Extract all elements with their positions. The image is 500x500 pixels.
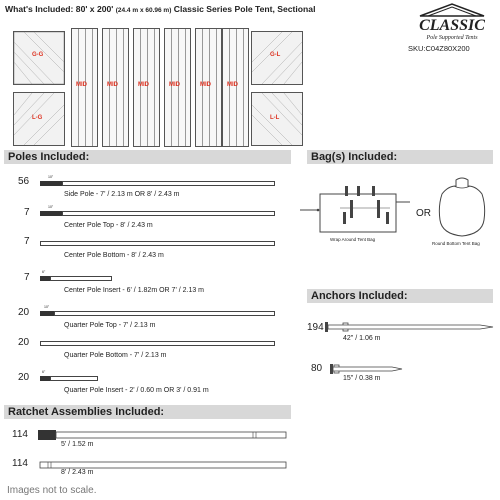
anchor-qty: 80 (311, 363, 323, 374)
anchor-label: 15" / 0.38 m (343, 375, 381, 382)
logo-sub: Pole Supported Tents (426, 35, 478, 41)
corner-panel-lg (13, 92, 65, 146)
pole-end-cap (40, 181, 62, 186)
corner-label: G-L (270, 52, 281, 58)
pole-label: Side Pole - 7' / 2.13 m OR 8' / 2.43 m (64, 191, 180, 198)
corner-panel-ll (251, 92, 303, 146)
mid-panel (164, 28, 191, 147)
ratchet-qty: 114 (12, 458, 28, 469)
pole-end-cap (40, 376, 50, 381)
bag-or-label: OR (416, 208, 431, 219)
pole-label: Center Pole Insert - 6' / 1.82m OR 7' / 2.13 m (64, 287, 205, 294)
pole-dim: 10" (48, 205, 54, 209)
pole-label: Quarter Pole Insert - 2' / 0.60 m OR 3' / 0.91 m (64, 387, 209, 394)
mid-panel (133, 28, 160, 147)
pole-qty: 20 (18, 307, 30, 318)
ratchet-label: 5' / 1.52 m (61, 441, 94, 448)
mid-label: MID (107, 82, 118, 88)
round-bag-image (436, 176, 488, 240)
mid-label: MID (138, 82, 149, 88)
pole-dim: 6" (42, 270, 46, 274)
mid-label: MID (227, 82, 238, 88)
pole-bar (50, 376, 98, 381)
wrap-bag-label: Wrap Around Tent Bag (330, 237, 376, 242)
ratchets-heading: Ratchet Assemblies Included: (4, 405, 291, 419)
pole-bar (54, 311, 275, 316)
ratchet-label: 8' / 2.43 m (61, 469, 94, 476)
scale-disclaimer: Images not to scale. (7, 485, 97, 496)
mid-panel (222, 28, 249, 147)
pole-label: Quarter Pole Bottom - 7' / 2.13 m (64, 352, 167, 359)
ratchet-strap-short (38, 428, 288, 440)
pole-end-cap (40, 211, 62, 216)
pole-qty: 20 (18, 337, 30, 348)
pole-bar (40, 341, 275, 346)
anchor-stake-short (330, 362, 405, 376)
mid-panel (195, 28, 222, 147)
pole-qty: 7 (24, 236, 30, 247)
pole-dim: 10" (48, 175, 54, 179)
ratchet-qty: 114 (12, 429, 28, 440)
pole-bar (50, 276, 112, 281)
pole-bar (40, 241, 275, 246)
pole-label: Center Pole Top - 8' / 2.43 m (64, 222, 153, 229)
pole-label: Center Pole Bottom - 8' / 2.43 m (64, 252, 164, 259)
corner-panel-gl (251, 31, 303, 85)
mid-panel (102, 28, 129, 147)
pole-dim: 6" (42, 370, 46, 374)
anchor-qty: 194 (307, 322, 324, 333)
pole-dim: 10" (44, 305, 50, 309)
pole-qty: 20 (18, 372, 30, 383)
bags-heading: Bag(s) Included: (307, 150, 493, 164)
pole-qty: 7 (24, 272, 30, 283)
corner-panel-gg (13, 31, 65, 85)
pole-label: Quarter Pole Top - 7' / 2.13 m (64, 322, 156, 329)
corner-label: L-L (270, 115, 280, 121)
pole-end-cap (40, 311, 54, 316)
mid-label: MID (76, 82, 87, 88)
logo-word: CLASSIC (419, 17, 485, 34)
panel-diagram (5, 28, 305, 150)
anchor-stake-long (325, 320, 495, 334)
corner-label: L-G (32, 115, 43, 121)
sku-label: SKU:C04Z80X200 (408, 44, 470, 53)
page-title: What's Included: 80' x 200' (24.4 m x 60.96 m) Classic Series Pole Tent, Sectional (5, 4, 316, 14)
pole-bar (62, 211, 275, 216)
mid-label: MID (169, 82, 180, 88)
pole-qty: 7 (24, 207, 30, 218)
pole-bar (62, 181, 275, 186)
mid-panel (71, 28, 98, 147)
poles-heading: Poles Included: (4, 150, 291, 164)
pole-qty: 56 (18, 176, 30, 187)
classic-logo (408, 2, 496, 47)
anchors-heading: Anchors Included: (307, 289, 493, 303)
anchor-label: 42" / 1.06 m (343, 335, 381, 342)
mid-label: MID (200, 82, 211, 88)
pole-end-cap (40, 276, 50, 281)
round-bag-label: Round Bottom Tent Bag (432, 241, 480, 246)
corner-label: G-G (32, 52, 44, 58)
